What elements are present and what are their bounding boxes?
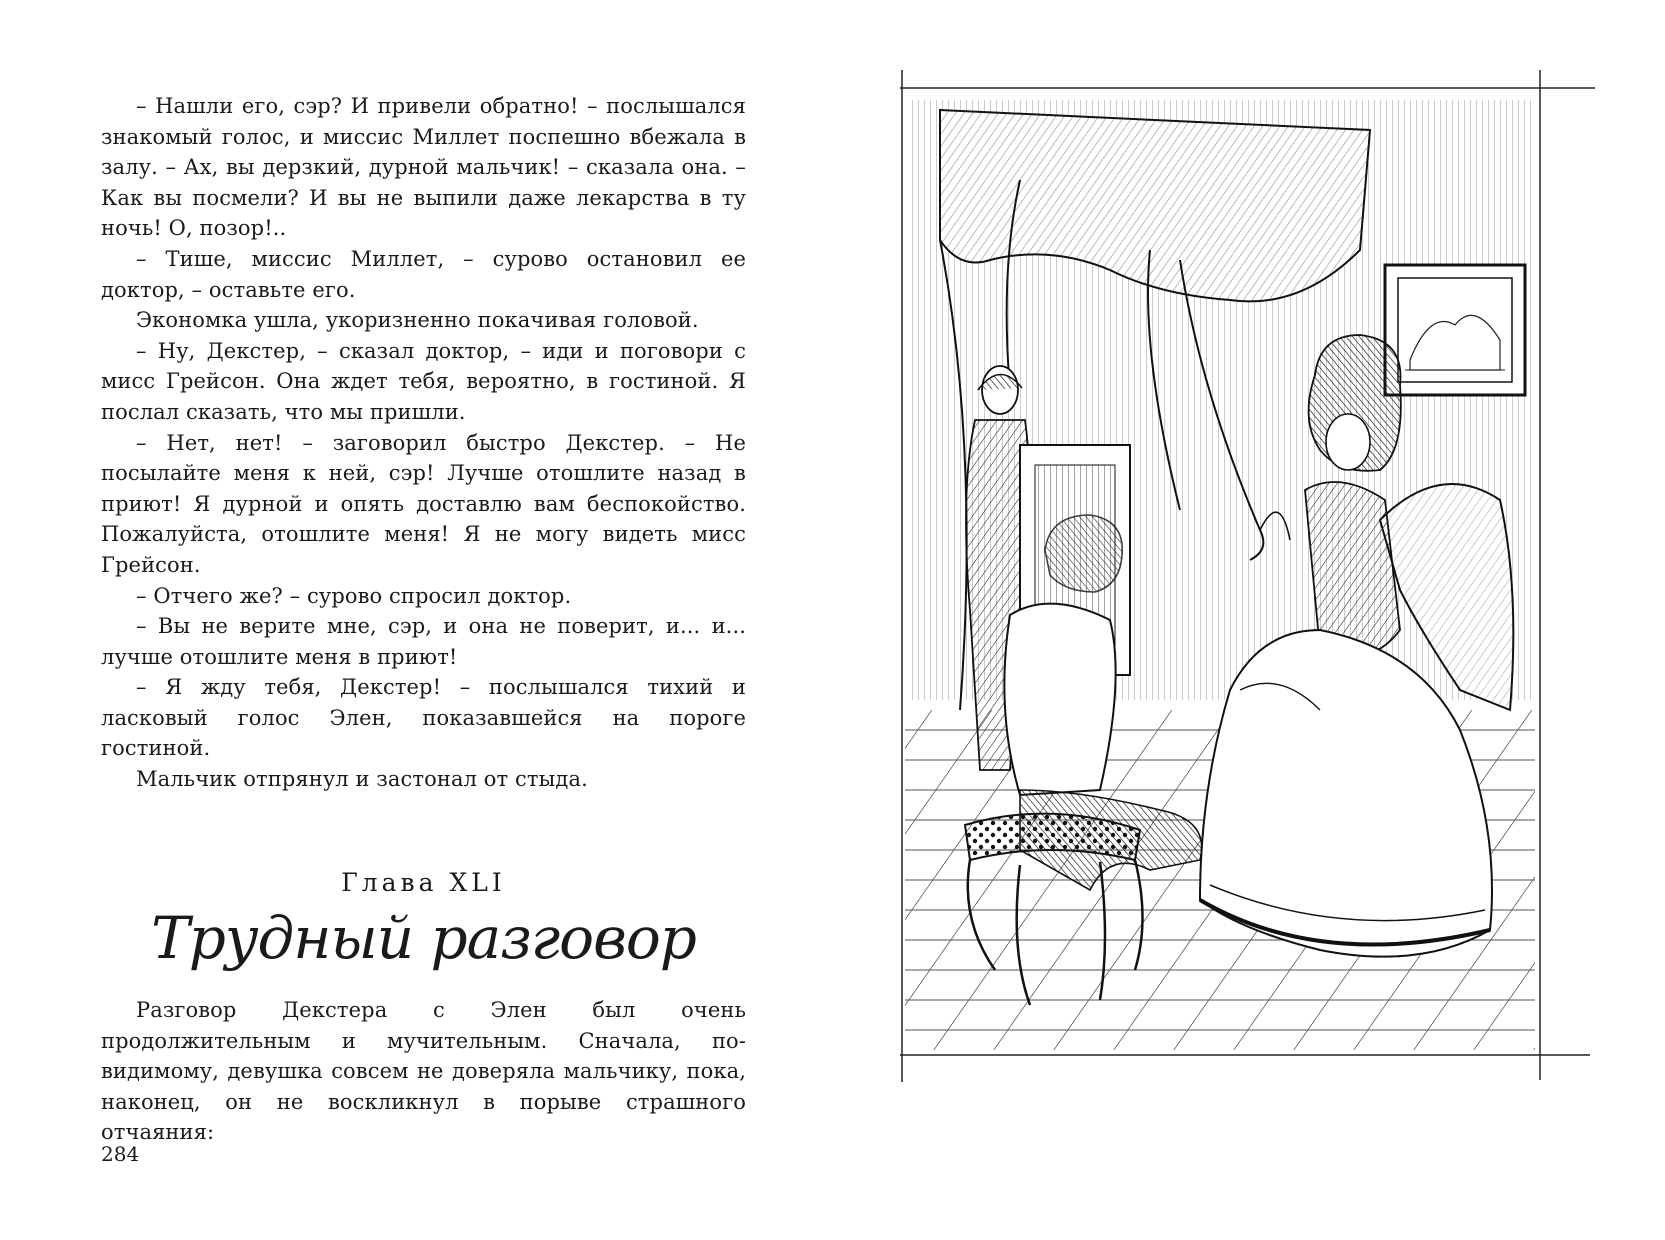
paragraph: Мальчик отпрянул и застонал от стыда. (136, 767, 588, 792)
chapter-heading (101, 868, 746, 974)
left-page (0, 0, 830, 1240)
paragraph: – Ну, Декстер, – сказал доктор, – иди и поговори с мисс Грейсон. Она ждет тебя, вероятно, в гостиной. Я послал сказать, что мы пришли. (101, 338, 746, 424)
text-block (101, 91, 746, 795)
paragraph: – Нашли его, сэр? И привели обратно! – послышался знакомый голос, и миссис Миллет поспешно вбежала в залу. – Ах, вы дерзкий, дурной мальчик! – сказала она. – Как вы посмели? И вы не выпили даже лекарства в ту ночь! О, позор!.. (101, 94, 746, 241)
chapter-number: Глава XLI (341, 868, 506, 897)
wall-painting-icon (1385, 265, 1525, 395)
paragraph: – Вы не верите мне, сэр, и она не поверит, и... и... лучше отошлите меня в приют! (101, 614, 746, 669)
paragraph: – Отчего же? – сурово спросил доктор. (136, 583, 572, 608)
paragraph: Экономка ушла, укоризненно покачивая головой. (136, 308, 699, 333)
page-number: 284 (101, 1142, 140, 1166)
chapter-text-block (101, 995, 746, 1148)
paragraph: – Нет, нет! – заговорил быстро Декстер. – Не посылайте меня к ней, сэр! Лучше отошлите назад в приют! Я дурной и опять доставлю вам беспокойство. Пожалуйста, отошлите меня! Я не могу видеть мисс Грейсон. (101, 430, 746, 577)
paragraph: Разговор Декстера с Элен был очень продолжительным и мучительным. Сначала, по-видимому, девушка совсем не доверяла мальчику, пока, наконец, он не воскликнул в порыве страшного отчаяния: (101, 998, 746, 1145)
illustration (900, 70, 1595, 1155)
chapter-title: Трудный разговор (151, 904, 696, 972)
right-page (830, 0, 1665, 1240)
paragraph: – Тише, миссис Миллет, – сурово остановил ее доктор, – оставьте его. (101, 246, 746, 302)
paragraph: – Я жду тебя, Декстер! – послышался тихий и ласковый голос Элен, показавшейся на пороге гостиной. (101, 675, 746, 761)
